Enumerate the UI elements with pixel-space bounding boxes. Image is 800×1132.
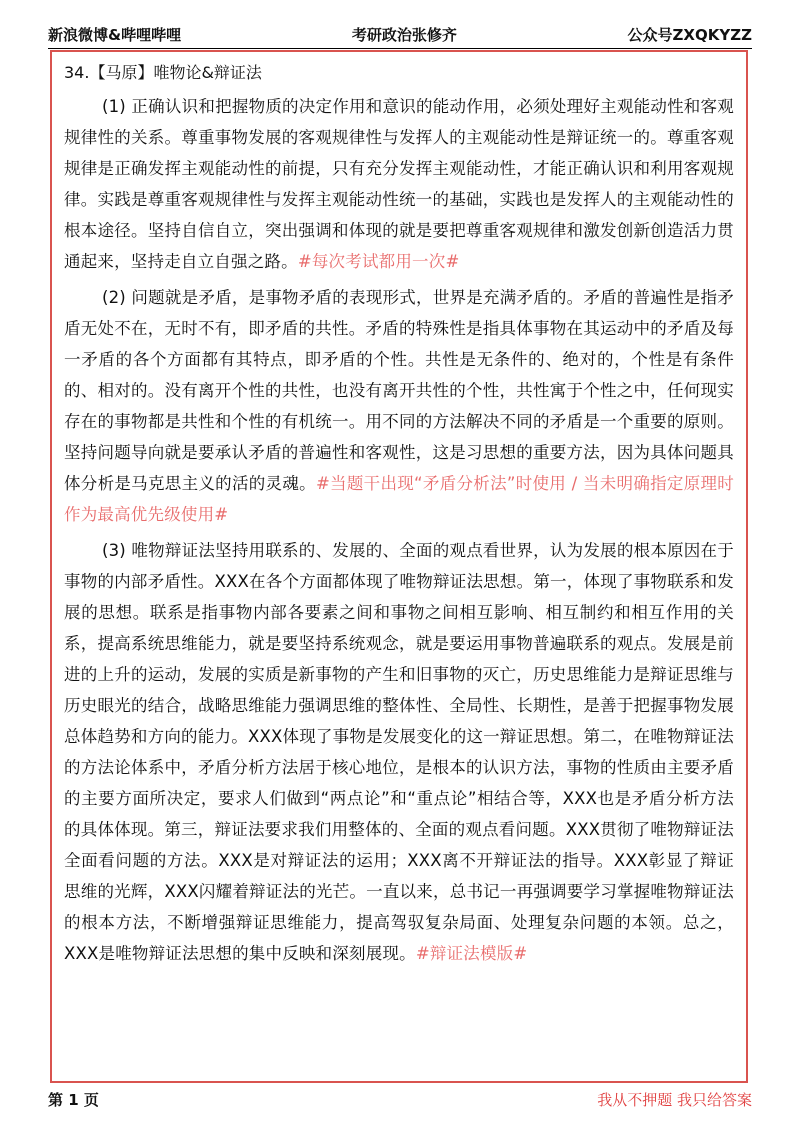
paragraph-1-tag: #每次考试都用一次# xyxy=(297,252,460,271)
paragraph-3 xyxy=(64,535,734,969)
paragraph-1 xyxy=(64,91,734,277)
question-frame xyxy=(50,50,748,1083)
page-footer xyxy=(48,1088,752,1110)
paragraph-2-text: (2) 问题就是矛盾，是事物矛盾的表现形式，世界是充满矛盾的。矛盾的普遍性是指矛盾无处不在，无时不有，即矛盾的共性。矛盾的特殊性是指具体事物在其运动中的矛盾及每一矛盾的各个方面都有其特点，即矛盾的个性。共性是无条件的、绝对的，个性是有条件的、相对的。没有离开个性的共性，也没有离开共性的个性，共性寓于个性之中，任何现实存在的事物都是共性和个性的有机统一。用不同的方法解决不同的矛盾是一个重要的原则。坚持问题导向就是要承认矛盾的普遍性和客观性，这是习思想的重要方法，因为具体问题具体分析是马克思主义的活的灵魂。 xyxy=(64,288,734,493)
header-title: 考研政治张修齐 xyxy=(351,25,457,44)
paragraph-2-tag: #当题干出现“矛盾分析法”时使用 / 当未明确指定原理时作为最高优先级使用# xyxy=(64,474,734,524)
paragraph-3-tag: #辩证法模版# xyxy=(415,944,528,963)
header-divider xyxy=(48,48,752,49)
footer-slogan: 我从不押题 我只给答案 xyxy=(597,1090,752,1109)
paragraph-1-text: (1) 正确认识和把握物质的决定作用和意识的能动作用，必须处理好主观能动性和客观规律性的关系。尊重事物发展的客观规律性与发挥人的主观能动性是辩证统一的。尊重客观规律是正确发挥主观能动性的前提，只有充分发挥主观能动性，才能正确认识和利用客观规律。实践是尊重客观规律性与发挥主观能动性统一的基础，实践也是发挥人的主观能动性的根本途径。坚持自信自立，突出强调和体现的就是要把尊重客观规律和激发创新创造活力贯通起来，坚持走自立自强之路。 xyxy=(64,97,734,271)
page-header xyxy=(48,22,752,46)
header-account: 公众号ZXQKYZZ xyxy=(627,25,752,44)
question-title: 34.【马原】唯物论&辩证法 xyxy=(64,63,262,82)
page-number: 第 1 页 xyxy=(48,1090,99,1109)
header-social: 新浪微博&哔哩哔哩 xyxy=(48,25,182,44)
paragraph-3-text: (3) 唯物辩证法坚持用联系的、发展的、全面的观点看世界，认为发展的根本原因在于事物的内部矛盾性。XXX在各个方面都体现了唯物辩证法思想。第一，体现了事物联系和发展的思想。联系是指事物内部各要素之间和事物之间相互影响、相互制约和相互作用的关系，提高系统思维能力，就是要坚持系统观念，就是要运用事物普遍联系的观点。发展是前进的上升的运动，发展的实质是新事物的产生和旧事物的灭亡，历史思维能力是辩证思维与历史眼光的结合，战略思维能力强调思维的整体性、全局性、长期性，是善于把握事物发展总体趋势和方向的能力。XXX体现了事物是发展变化的这一辩证思想。第二，在唯物辩证法的方法论体系中，矛盾分析方法居于核心地位，是根本的认识方法，事物的性质由主要矛盾的主要方面所决定，要求人们做到“两点论”和“重点论”相结合等，XXX也是矛盾分析方法的具体体现。第三，辩证法要求我们用整体的、全面的观点看问题。XXX贯彻了唯物辩证法全面看问题的方法。XXX是对辩证法的运用；XXX离不开辩证法的指导。XXX彰显了辩证思维的光辉，XXX闪耀着辩证法的光芒。一直以来，总书记一再强调要学习掌握唯物辩证法的根本方法，不断增强辩证思维能力，提高驾驭复杂局面、处理复杂问题的本领。总之，XXX是唯物辩证法思想的集中反映和深刻展现。 xyxy=(64,541,734,963)
paragraph-2 xyxy=(64,282,734,530)
